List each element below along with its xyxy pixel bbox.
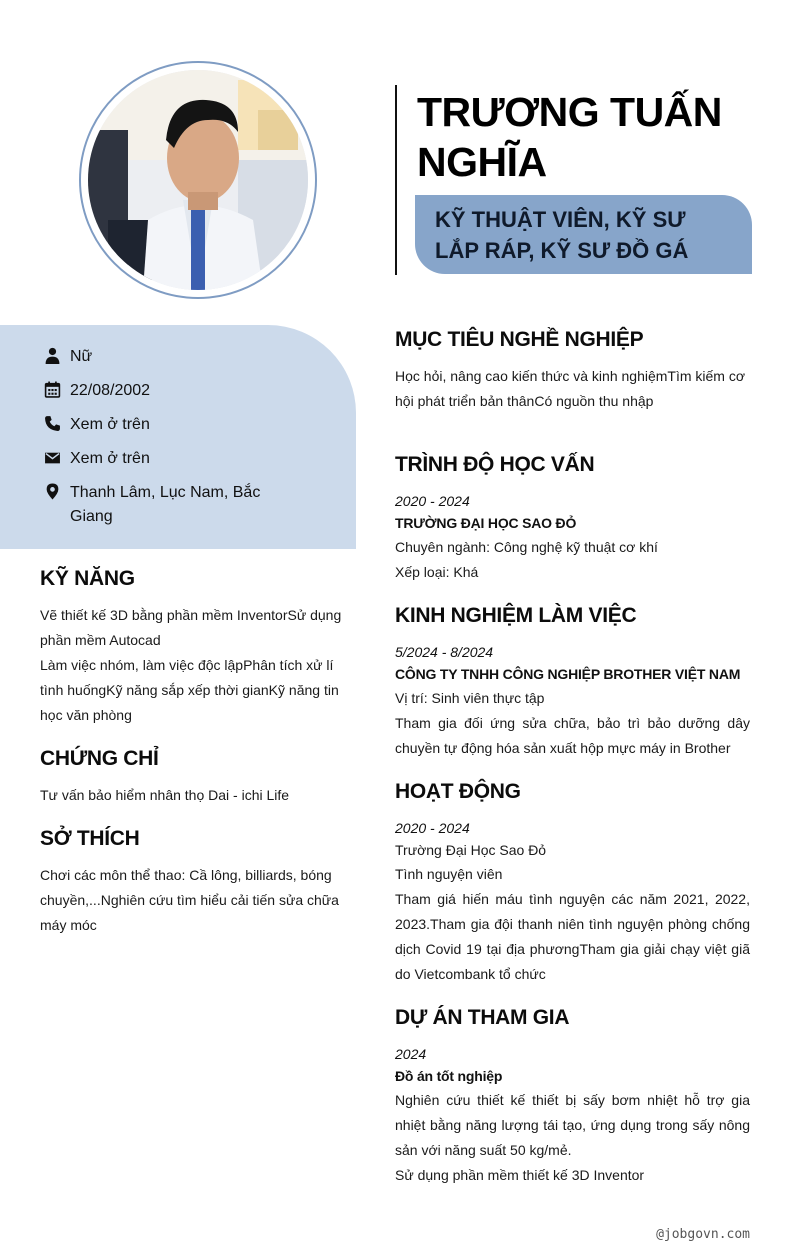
job-title-box <box>415 195 752 274</box>
address-value: Thanh Lâm, Lục Nam, Bắc Giang <box>70 484 261 525</box>
experience-position: Vị trí: Sinh viên thực tập <box>395 690 545 706</box>
location-pin-icon <box>44 483 61 500</box>
skills-line-2: Làm việc nhóm, làm việc độc lậpPhân tích xử lí tình huốngKỹ năng sắp xếp thời gianKỹ năng tin học văn phòng <box>40 657 339 723</box>
footer-watermark: @jobgovn.com <box>656 1227 750 1242</box>
email-value: Xem ở trên <box>70 450 150 467</box>
contact-gender <box>44 345 304 369</box>
hobbies-text: Chơi các môn thể thao: Cầ lông, billiards, bóng chuyền,...Nghiên cứu tìm hiểu cải tiến sửa chữa máy móc <box>40 867 339 933</box>
experience-period: 5/2024 - 8/2024 <box>395 644 494 660</box>
education-heading: TRÌNH ĐỘ HỌC VẤN <box>395 453 595 476</box>
experience-company: CÔNG TY TNHH CÔNG NGHIỆP BROTHER VIỆT NAM <box>395 666 741 682</box>
contact-email <box>44 447 304 471</box>
experience-heading: KINH NGHIỆM LÀM VIỆC <box>395 604 637 627</box>
project-year: 2024 <box>395 1046 427 1062</box>
mail-icon <box>44 449 61 466</box>
project-tool: Sử dụng phần mềm thiết kế 3D Inventor <box>395 1167 645 1183</box>
education-major: Chuyên ngành: Công nghệ kỹ thuật cơ khí <box>395 539 658 555</box>
project-name: Đồ án tốt nghiệp <box>395 1068 503 1084</box>
education-grade: Xếp loại: Khá <box>395 564 479 580</box>
skills-line-1: Vẽ thiết kế 3D bằng phần mềm InventorSử dụng phần mềm Autocad <box>40 607 342 648</box>
person-icon <box>44 347 61 364</box>
calendar-icon <box>44 381 61 398</box>
hobbies-heading: SỞ THÍCH <box>40 827 140 850</box>
objective-text: Học hỏi, nâng cao kiến thức và kinh nghiệmTìm kiếm cơ hội phát triển bản thânCó nguồn thu nhập <box>395 368 746 409</box>
project-description: Nghiên cứu thiết kế thiết bị sấy bơm nhiệt hỗ trợ gia nhiệt bằng năng lượng tái tạo, ứng dụng trong sấy nông sản với năng suất 50 kg/mẻ. <box>395 1092 750 1158</box>
objective-heading: MỤC TIÊU NGHỀ NGHIỆP <box>395 328 644 351</box>
projects-heading: DỰ ÁN THAM GIA <box>395 1006 570 1029</box>
phone-value: Xem ở trên <box>70 416 150 433</box>
education-period: 2020 - 2024 <box>395 493 470 509</box>
certificates-text: Tư vấn bảo hiểm nhân thọ Dai - ichi Life <box>40 787 290 803</box>
activities-organization: Trường Đại Học Sao Đỏ <box>395 842 547 858</box>
phone-icon <box>44 415 61 432</box>
education-school: TRƯỜNG ĐẠI HỌC SAO ĐỎ <box>395 515 577 531</box>
activities-description: Tham giá hiến máu tình nguyện các năm 2021, 2022, 2023.Tham gia đội thanh niên tình nguyện phòng chống dịch Covid 19 tại địa phươngTham gia giải chạy việt giã do Vietcombank tổ chức <box>395 891 750 982</box>
gender-value: Nữ <box>70 348 93 365</box>
candidate-name: TRƯƠNG TUẤN NGHĨA <box>417 89 722 185</box>
job-title: KỸ THUẬT VIÊN, KỸ SƯ LẮP RÁP, KỸ SƯ ĐỒ GÁ <box>435 207 689 263</box>
avatar <box>88 70 308 290</box>
contact-dob <box>44 379 304 403</box>
contact-address <box>44 481 304 529</box>
activities-role: Tình nguyện viên <box>395 866 503 882</box>
experience-description: Tham gia đối ứng sửa chữa, bảo trì bảo dưỡng dây chuyền tự động hóa sản xuất hộp mực máy in Brother <box>395 715 750 756</box>
activities-heading: HOẠT ĐỘNG <box>395 780 521 803</box>
contact-phone <box>44 413 304 437</box>
activities-period: 2020 - 2024 <box>395 820 470 836</box>
certificates-heading: CHỨNG CHỈ <box>40 747 159 770</box>
avatar-frame <box>79 61 317 299</box>
dob-value: 22/08/2002 <box>70 382 151 399</box>
avatar-photo <box>88 70 308 290</box>
skills-heading: KỸ NĂNG <box>40 567 135 590</box>
header <box>395 85 755 275</box>
